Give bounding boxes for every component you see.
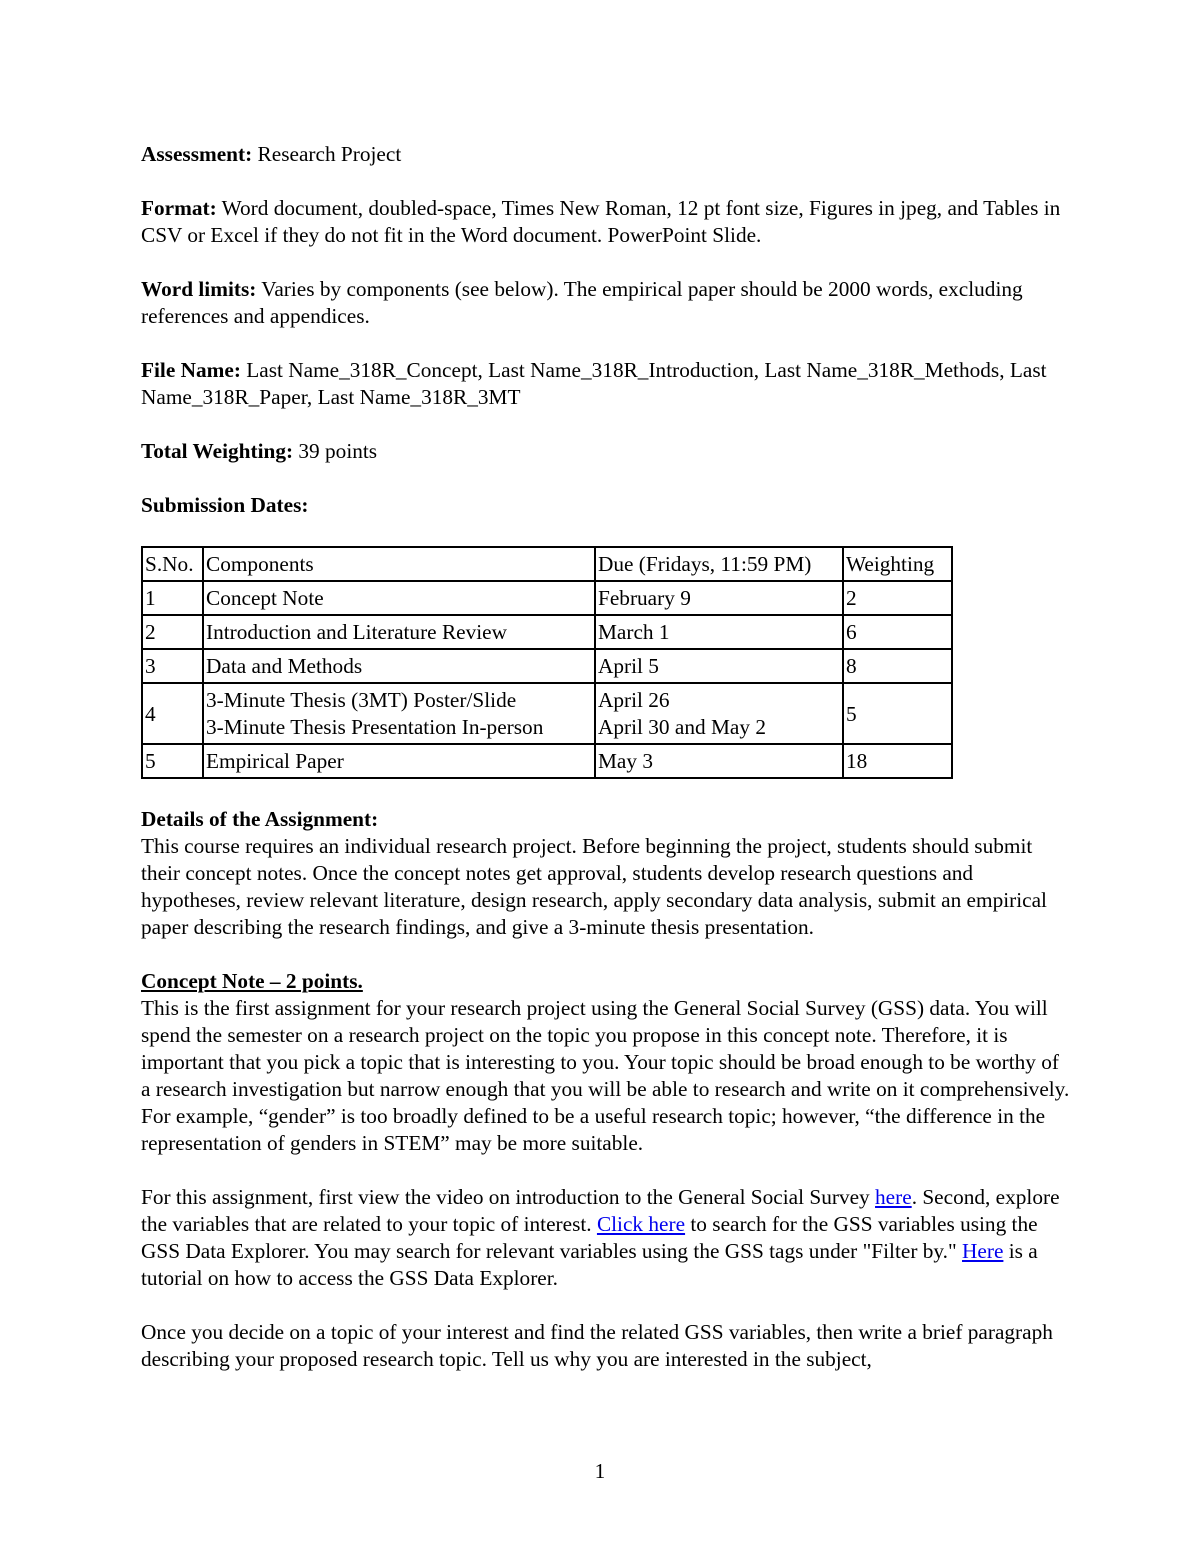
concept-note-paragraph-3: Once you decide on a topic of your interest and find the related GSS variables, then write a brief paragraph describing your proposed research topic. Tell us why you are interested in the subject, — [141, 1320, 1053, 1371]
table-cell-sno: 1 — [142, 581, 203, 615]
concept-note-heading-text: Concept Note – 2 points. — [141, 969, 363, 993]
table-header-cell: Due (Fridays, 11:59 PM) — [595, 547, 843, 581]
table-cell-weight: 2 — [843, 581, 952, 615]
para2-text-d: is a tutorial on how to access the GSS Data Explorer. — [141, 1239, 1038, 1290]
assessment-label: Assessment: — [141, 142, 253, 166]
submission-table — [141, 546, 953, 779]
table-header-cell: Components — [203, 547, 595, 581]
table-cell-due: April 5 — [595, 649, 843, 683]
video-link[interactable]: here — [875, 1185, 912, 1209]
file-name-label: File Name: — [141, 358, 241, 382]
para2-text-a: For this assignment, first view the video on introduction to the General Social Survey — [141, 1185, 876, 1209]
component-line-1: 3-Minute Thesis (3MT) Poster/Slide — [206, 688, 517, 712]
format-label: Format: — [141, 196, 217, 220]
concept-note-heading — [141, 968, 1071, 995]
table-row — [142, 581, 952, 615]
table-cell-sno: 3 — [142, 649, 203, 683]
gss-explorer-link[interactable]: Click here — [596, 1212, 686, 1236]
table-cell-sno: 5 — [142, 744, 203, 778]
due-line-2: April 30 and May 2 — [598, 715, 766, 739]
total-weighting-value: 39 points — [293, 439, 378, 463]
para2-text-c: to search for the GSS variables using the GSS Data Explorer. You may search for relevant variables using the GSS tags under "Filter by." — [141, 1212, 1038, 1263]
table-cell-component — [203, 683, 595, 744]
table-cell-weight: 6 — [843, 615, 952, 649]
assessment-value: Research Project — [252, 142, 402, 166]
word-limits-line — [141, 276, 1071, 330]
assessment-line — [141, 141, 1071, 168]
document-body — [141, 141, 1071, 1373]
table-cell-due: May 3 — [595, 744, 843, 778]
page-number: 1 — [594, 1459, 606, 1483]
table-row — [142, 649, 952, 683]
table-cell-component: Data and Methods — [203, 649, 595, 683]
submission-dates-heading — [141, 492, 1071, 519]
details-heading — [141, 806, 1071, 833]
table-cell-due: February 9 — [595, 581, 843, 615]
format-line — [141, 195, 1071, 249]
table-cell-sno: 4 — [142, 683, 203, 744]
table-cell-due — [595, 683, 843, 744]
submission-dates-label: Submission Dates: — [141, 493, 309, 517]
concept-note-paragraph-1: This is the first assignment for your research project using the General Social Survey (GSS) data. You will spend the semester on a research project on the topic you propose in this concept note. Therefore, it is important that you pick a topic that is interesting to you. Your topic should be broad enough to be worthy of a research investigation but narrow enough that you will be able to research and write on it comprehensively. For example, “gender” is too broadly defined to be a useful research topic; however, “the difference in the representation of genders in STEM” may be more suitable. — [141, 996, 1070, 1155]
table-row — [142, 744, 952, 778]
table-header-row — [142, 547, 952, 581]
file-name-value: Last Name_318R_Concept, Last Name_318R_Introduction, Last Name_318R_Methods, Last Name_318R_Paper, Last Name_318R_3MT — [141, 358, 1047, 409]
word-limits-value: Varies by components (see below). The empirical paper should be 2000 words, excluding references and appendices. — [141, 277, 1023, 328]
tutorial-link[interactable]: Here — [962, 1239, 1004, 1263]
table-cell-weight: 8 — [843, 649, 952, 683]
total-weighting-line — [141, 438, 1071, 465]
table-cell-component: Concept Note — [203, 581, 595, 615]
table-cell-weight: 18 — [843, 744, 952, 778]
due-line-1: April 26 — [598, 688, 670, 712]
word-limits-label: Word limits: — [141, 277, 257, 301]
details-paragraph: This course requires an individual research project. Before beginning the project, students should submit their concept notes. Once the concept notes get approval, students develop research questions and hypotheses, review relevant literature, design research, apply secondary data analysis, submit an empirical paper describing the research findings, and give a 3-minute thesis presentation. — [141, 834, 1047, 939]
para2-text-b: . Second, explore the variables that are related to your topic of interest. — [141, 1185, 1060, 1236]
component-line-2: 3-Minute Thesis Presentation In-person — [206, 715, 544, 739]
table-cell-component: Empirical Paper — [203, 744, 595, 778]
table-row — [142, 615, 952, 649]
file-name-line — [141, 357, 1071, 411]
table-row — [142, 683, 952, 744]
format-value: Word document, doubled-space, Times New Roman, 12 pt font size, Figures in jpeg, and Tables in CSV or Excel if they do not fit in the Word document. PowerPoint Slide. — [141, 196, 1061, 247]
table-cell-due: March 1 — [595, 615, 843, 649]
table-cell-weight: 5 — [843, 683, 952, 744]
table-header-cell: S.No. — [142, 547, 203, 581]
table-header-cell: Weighting — [843, 547, 952, 581]
table-cell-sno: 2 — [142, 615, 203, 649]
concept-note-paragraph-2 — [141, 1184, 1071, 1292]
table-cell-component: Introduction and Literature Review — [203, 615, 595, 649]
total-weighting-label: Total Weighting: — [141, 439, 294, 463]
details-heading-text: Details of the Assignment: — [141, 807, 379, 831]
